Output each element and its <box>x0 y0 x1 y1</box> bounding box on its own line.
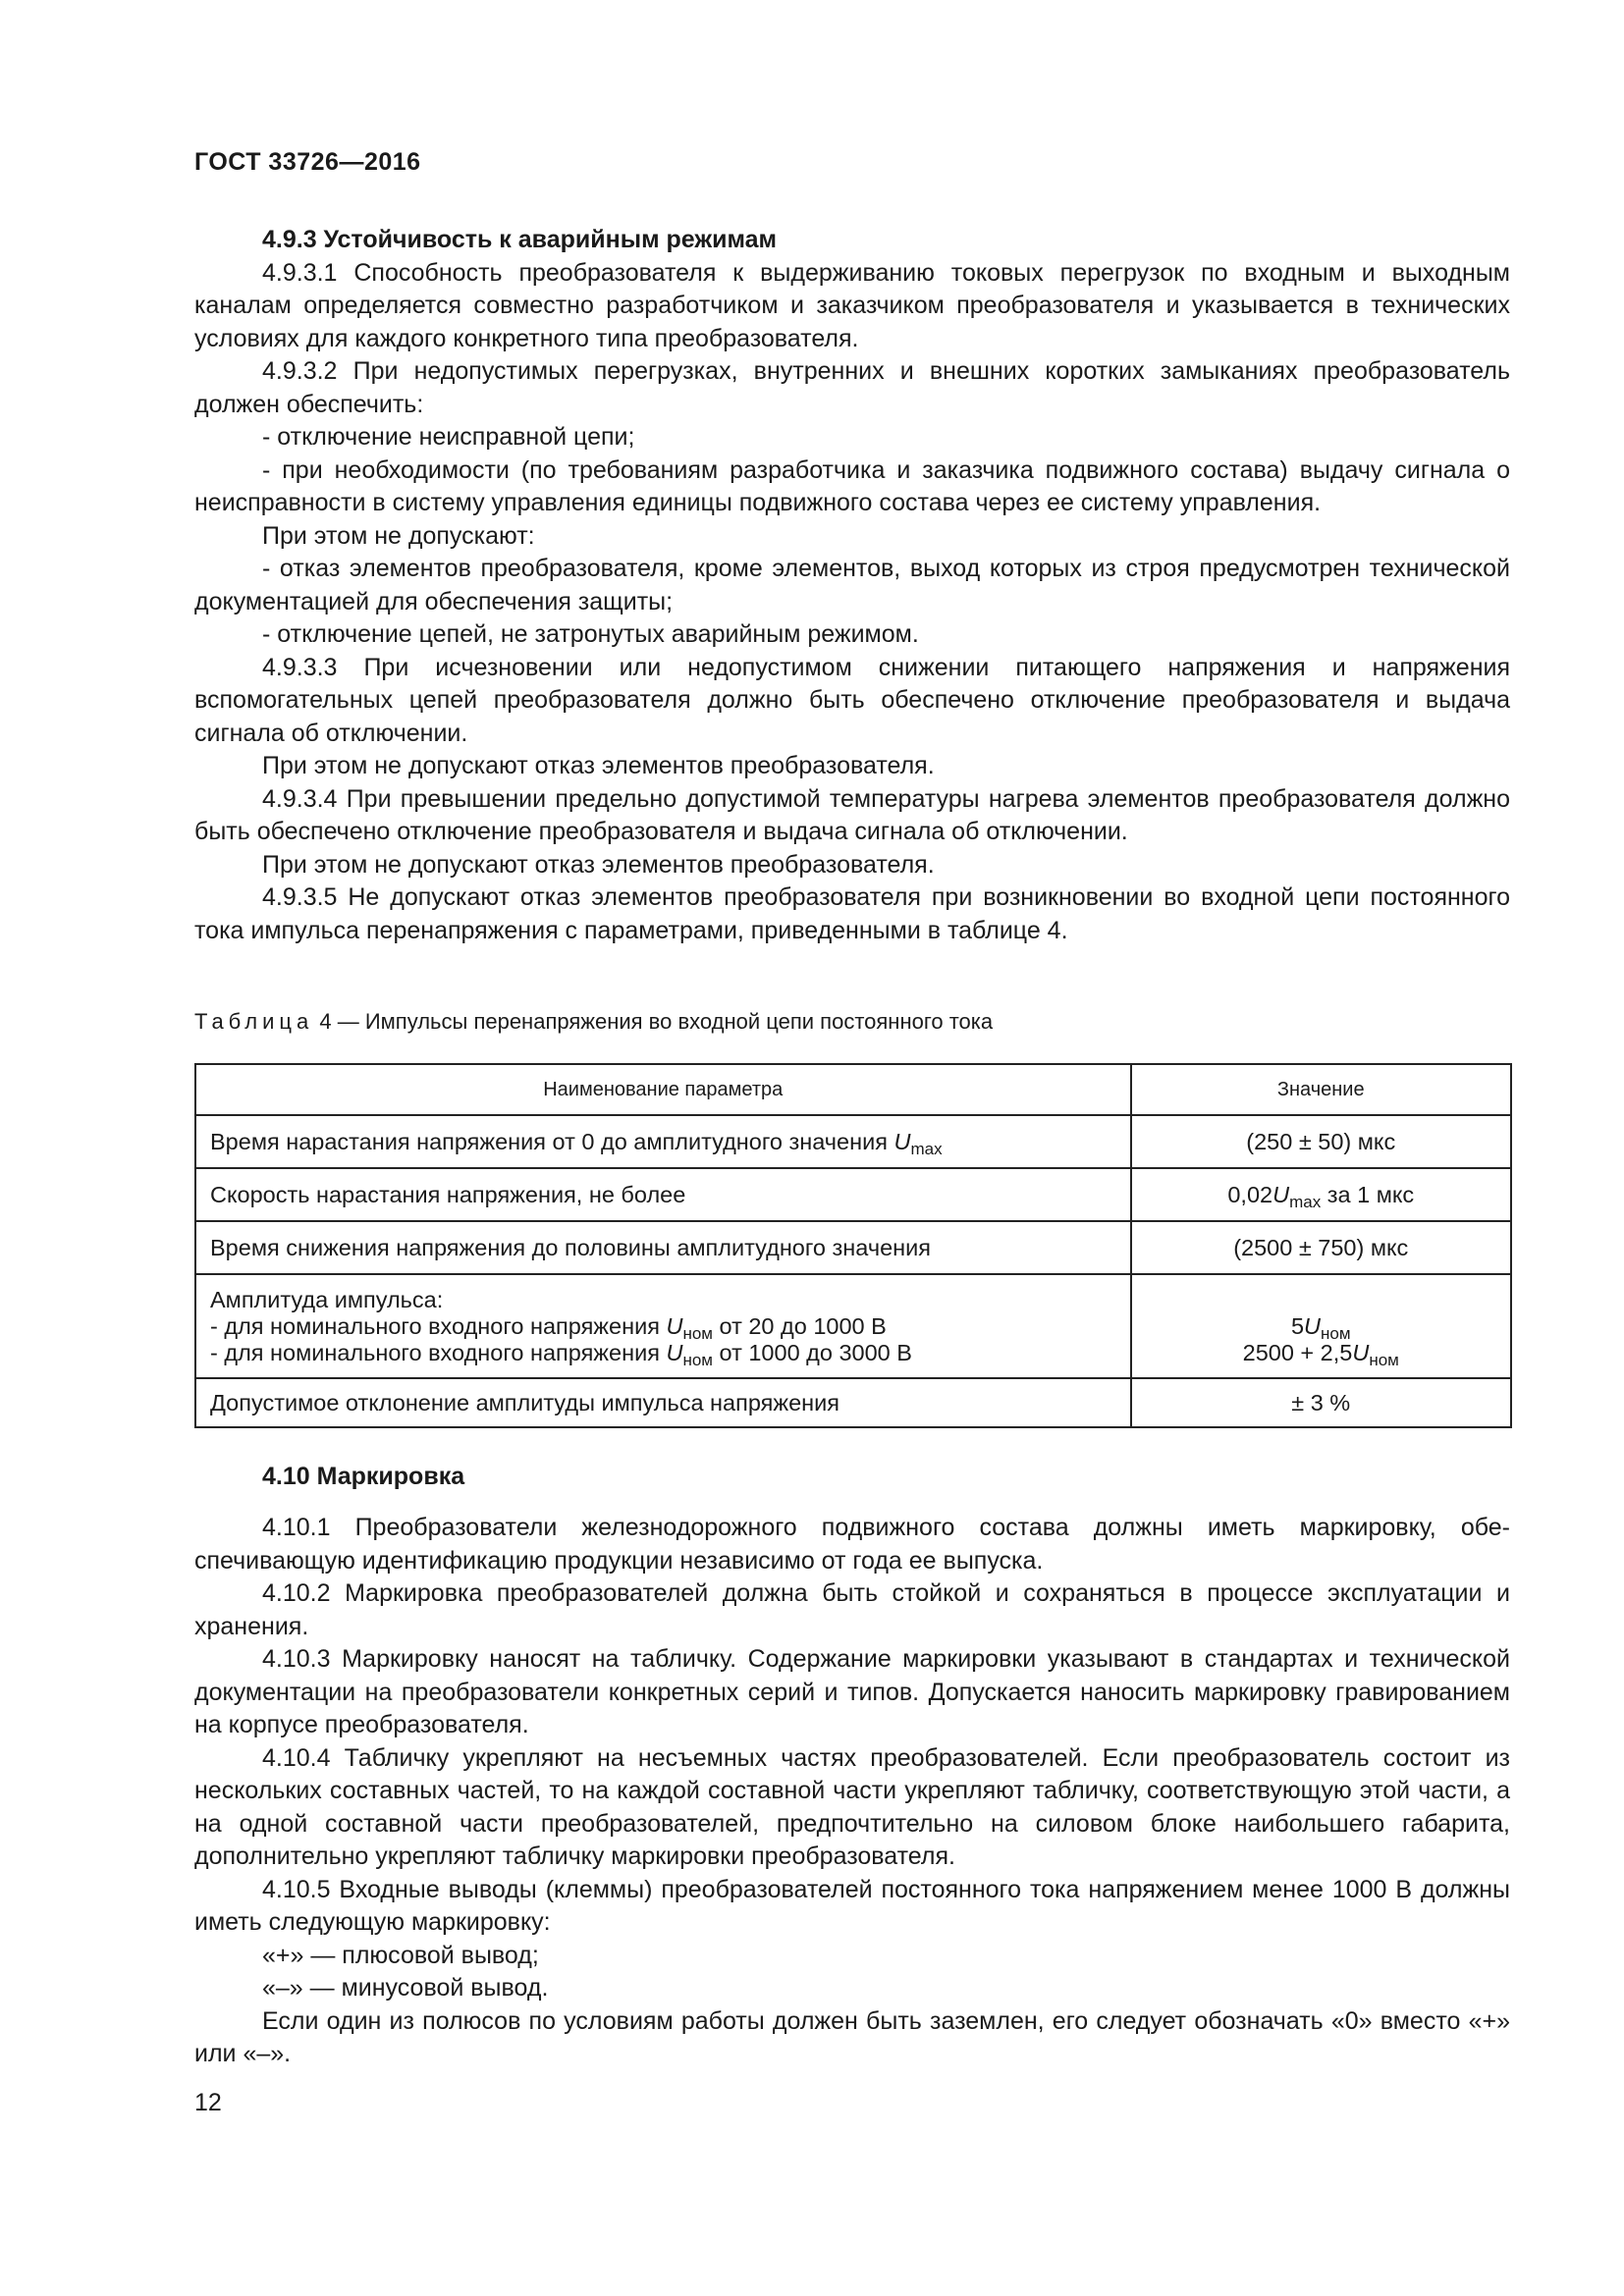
list-item: - отказ элементов преобразователя, кроме элементов, выход которых из строя предусмотрен технической документацией для обеспечения защиты; <box>194 555 1510 615</box>
paragraph: 4.9.3.5 Не допускают отказ элементов преобразователя при возникновении во входной цепи постоянного тока импульса перенапряжения с параметрами, приведенными в таблице 4. <box>194 883 1510 944</box>
paragraph: При этом не допускают: <box>262 521 535 550</box>
section-4-9-3 <box>194 224 1510 947</box>
param-cell: Время нарастания напряжения от 0 до амплитудного значения $U_{max}$ <box>195 1115 1131 1168</box>
paragraph: При этом не допускают отказ элементов преобразователя. <box>262 752 935 779</box>
page-number: 12 <box>194 2089 222 2116</box>
param-cell: Допустимое отклонение амплитуды импульса напряжения <box>195 1378 1131 1427</box>
list-item: «+» — плюсовой вывод; <box>262 1941 539 1969</box>
list-item: «–» — минусовой вывод. <box>262 1974 549 2002</box>
param-cell: Время снижения напряжения до половины амплитудного значения <box>195 1221 1131 1274</box>
table-caption-label: Таблица <box>194 1009 314 1034</box>
paragraph: 4.10.1 Преобразователи железнодорожного подвижного состава должны иметь маркировку, обеспечивающую идентификацию продукции независимо от года ее выпуска. <box>194 1514 1510 1575</box>
paragraph: 4.10.2 Маркировка преобразователей должна быть стойкой и сохраняться в процессе эксплуатации и хранения. <box>194 1579 1510 1640</box>
paragraph: Если один из полюсов по условиям работы должен быть заземлен, его следует обозначать «0» вместо «+» или «–». <box>194 2006 1510 2067</box>
section-heading: 4.9.3 Устойчивость к аварийным режимам <box>262 226 778 253</box>
document-header: ГОСТ 33726—2016 <box>194 148 421 176</box>
table-row <box>195 1378 1511 1427</box>
value-cell: (250 ± 50) мкс <box>1131 1115 1512 1168</box>
paragraph: При этом не допускают отказ элементов преобразователя. <box>262 850 935 879</box>
list-item: - при необходимости (по требованиям разработчика и заказчика подвижного состава) выдачу сигнала о неисправности в систему управления единицы подвижного состава через ее систему управления. <box>194 455 1510 516</box>
table-caption-text: 4 — Импульсы перенапряжения во входной цепи постоянного тока <box>319 1009 994 1034</box>
paragraph: 4.9.3.4 При превышении предельно допустимой температуры нагрева элементов преобразователя должно быть обеспечено отключение преобразователя и выдача сигнала об отключении. <box>194 784 1510 845</box>
list-item: - отключение неисправной цепи; <box>262 423 635 451</box>
table-row <box>195 1221 1511 1274</box>
param-cell: Скорость нарастания напряжения, не более <box>195 1168 1131 1221</box>
column-header-param: Наименование параметра <box>195 1064 1131 1115</box>
table-row <box>195 1168 1511 1221</box>
section-4-10 <box>194 1512 1510 2071</box>
section-heading: 4.10 Маркировка <box>262 1463 465 1490</box>
value-cell: (2500 ± 750) мкс <box>1131 1221 1512 1274</box>
paragraph: 4.9.3.1 Способность преобразователя к выдерживанию токовых перегрузок по входным и выходным каналам определяется совместно разработчиком и заказчиком преобразователя и указывается в технических условиях для каждого конкретного типа преобразователя. <box>194 258 1510 352</box>
table-row <box>195 1274 1511 1378</box>
paragraph: 4.10.3 Маркировку наносят на табличку. Содержание маркировки указывают в стандартах и технической документации на преобразователи конкретных серий и типов. Допускается наносить маркировку гравированием на корпусе преобразователя. <box>194 1645 1510 1738</box>
value-cell: $0,02U_{max}$ за 1 мкс <box>1131 1168 1512 1221</box>
paragraph: 4.10.5 Входные выводы (клеммы) преобразователей постоянного тока напряжением менее 1000 В должны иметь следующую маркировку: <box>194 1875 1510 1936</box>
paragraph: 4.10.4 Табличку укрепляют на несъемных частях преобразователей. Если преобразователь состоит из нескольких составных частей, то на каждой составной части укрепляют табличку, соответствующую этой части, а на одной составной части преобразователей, предпочтительно на силовом блоке наибольшего габарита, дополнительно укрепляют табличку маркировки преобразователя. <box>194 1743 1510 1870</box>
table-header-row <box>195 1064 1511 1115</box>
table-4 <box>194 1063 1512 1428</box>
value-cell: $5U_{ном}$ $2500 + 2,5U_{ном}$ <box>1131 1274 1512 1378</box>
column-header-value: Значение <box>1131 1064 1512 1115</box>
list-item: - отключение цепей, не затронутых аварийным режимом. <box>262 620 919 648</box>
param-cell: Амплитуда импульса: - для номинального входного напряжения $U_{ном}$ от 20 до 1000 В - для номинального входного напряжения $U_{ном}$ от 1000 до 3000 В <box>195 1274 1131 1378</box>
table-caption <box>194 1009 993 1035</box>
value-cell: ± 3 % <box>1131 1378 1512 1427</box>
paragraph: 4.9.3.3 При исчезновении или недопустимом снижении питающего напряжения и напряжения вспомогательных цепей преобразователя должно быть обеспечено отключение преобразователя и выдача сигнала об отключении. <box>194 653 1510 747</box>
table-row <box>195 1115 1511 1168</box>
paragraph: 4.9.3.2 При недопустимых перегрузках, внутренних и внешних коротких замыканиях преобразователь должен обеспечить: <box>194 357 1510 418</box>
